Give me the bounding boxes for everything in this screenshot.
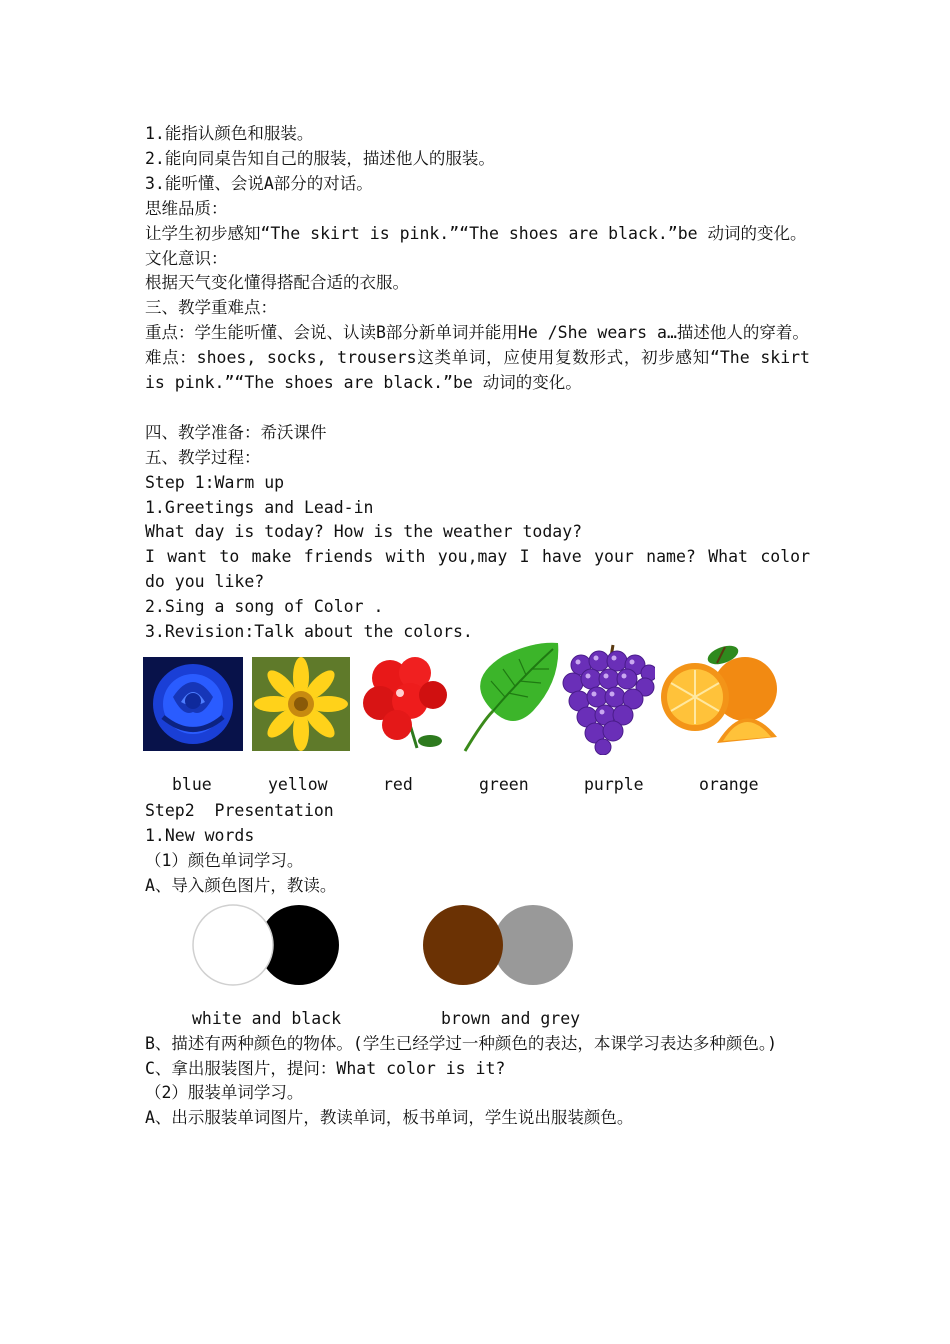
cultural-awareness-text: 根据天气变化懂得搭配合适的衣服。	[145, 273, 409, 293]
objective-2: 2.能向同桌告知自己的服装，描述他人的服装。	[145, 148, 495, 168]
color-labels-row	[145, 773, 810, 799]
color-label-green: green	[479, 775, 529, 795]
heading-key-points: 三、教学重难点：	[145, 298, 277, 318]
revision-line: 3.Revision:Talk about the colors.	[145, 622, 473, 642]
color-label-purple: purple	[584, 775, 644, 795]
color-label-orange: orange	[699, 775, 759, 795]
objective-1: 1.能指认颜色和服装。	[145, 124, 314, 143]
green-leaf-icon	[453, 641, 563, 759]
color-label-red: red	[383, 775, 413, 795]
orange-fruit-icon	[655, 637, 783, 749]
new-words-title: 1.New words	[145, 825, 255, 845]
color-label-yellow: yellow	[268, 775, 328, 795]
circle-labels-row	[145, 1007, 810, 1032]
clothes-words-heading: （2）服装单词学习。	[145, 1083, 304, 1103]
blank-line	[145, 396, 810, 421]
heading-process: 五、教学过程：	[145, 447, 261, 467]
brown-grey-label: brown and grey	[441, 1008, 581, 1028]
yellow-flower-icon	[252, 657, 350, 751]
red-flower-icon	[355, 653, 455, 753]
heading-cultural-awareness: 文化意识：	[145, 248, 228, 268]
color-circles-row	[145, 903, 810, 1001]
step-c-text: C、拿出服装图片，提问：What color is it?	[145, 1058, 506, 1078]
blue-rose-icon	[143, 657, 243, 751]
thinking-quality-text: 让学生初步感知“The skirt is pink.”“The shoes are black.”be 动词的变化。	[145, 223, 807, 243]
heading-thinking-quality: 思维品质：	[145, 198, 228, 218]
document-page	[145, 122, 820, 1131]
sing-song-line: 2.Sing a song of Color .	[145, 597, 384, 617]
clothes-step-a-text: A、出示服装单词图片，教读单词，板书单词，学生说出服装颜色。	[145, 1108, 634, 1128]
brown-grey-circles	[421, 903, 575, 989]
step-b-text: B、描述有两种颜色的物体。(学生已经学过一种颜色的表达，本课学习表达多种颜色。)	[145, 1033, 778, 1053]
step1-title: Step 1:Warm up	[145, 472, 285, 492]
white-black-circles	[191, 903, 343, 989]
difficult-point-text: 难点：shoes, socks, trousers这类单词，应使用复数形式，初步感知“The skirt is pink.”“The shoes are black.”be 动词的变化。	[145, 348, 820, 393]
white-black-label: white and black	[192, 1008, 342, 1028]
purple-grapes-icon	[561, 643, 657, 755]
step2-title: Step2 Presentation	[145, 801, 334, 821]
color-words-step-a: A、导入颜色图片，教读。	[145, 875, 337, 895]
color-pictures-row	[145, 651, 810, 773]
objective-3: 3.能听懂、会说A部分的对话。	[145, 173, 373, 193]
color-words-heading: （1）颜色单词学习。	[145, 850, 304, 870]
heading-preparation: 四、教学准备：希沃课件	[145, 422, 327, 442]
key-point-text: 重点：学生能听懂、会说、认读B部分新单词并能用He /She wears a…描述他人的穿着。	[145, 323, 809, 343]
color-label-blue: blue	[172, 775, 212, 795]
greetings-question: What day is today? How is the weather today?	[145, 522, 583, 542]
greetings-title: 1.Greetings and Lead-in	[145, 497, 374, 517]
friends-question: I want to make friends with you,may I have your name? What color do you like?	[145, 547, 820, 592]
